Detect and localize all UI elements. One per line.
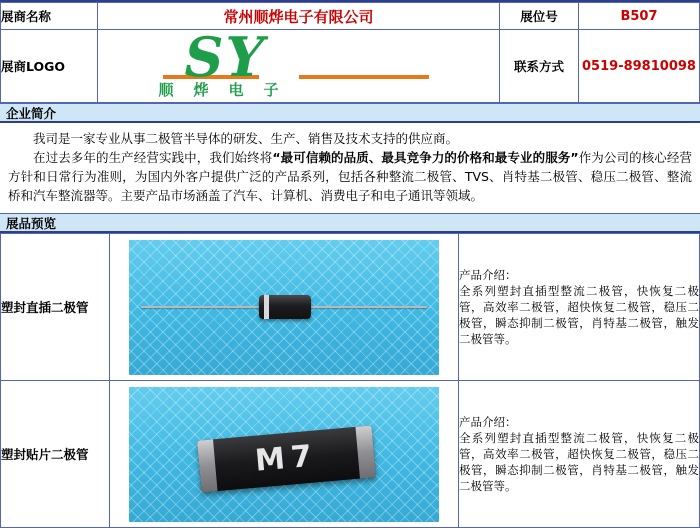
product-image-cell-2 xyxy=(110,381,459,528)
intro-paragraph-1: 我司是一家专业从事二极管半导体的研发、生产、销售及技术支持的供应商。 xyxy=(33,131,459,146)
product-description-2 xyxy=(459,381,700,528)
product-description-title-2: 产品介绍： xyxy=(459,415,517,429)
section-title-company-intro: 企业简介 xyxy=(0,103,700,123)
through-hole-diode-photo xyxy=(129,240,439,375)
company-name-value: 常州顺烨电子有限公司 xyxy=(98,3,500,30)
booth-number-value: B507 xyxy=(579,3,700,30)
smd-diode-body xyxy=(197,425,376,492)
table-row xyxy=(1,381,700,528)
product-name-2: 塑封贴片二极管 xyxy=(1,381,110,528)
exhibitor-logo-label: 展商LOGO xyxy=(1,30,98,103)
logo-monogram: SY xyxy=(184,25,267,89)
product-name-1: 塑封直插二极管 xyxy=(1,234,110,381)
product-image-cell-1 xyxy=(110,234,459,381)
company-intro-text xyxy=(0,123,700,213)
intro-p2-part2: 作为公司的核心经营方针和日常行为准则，为国内外客户提供广泛的产品系列，包括各种整流二极管、TVS、肖特基二极管、稳压二极管、整流桥和汽车整流器等。主要产品市场涵盖了汽车、计算机、消费电子和电子通讯等领域。 xyxy=(8,150,692,203)
product-description-body-1: 全系列塑封直插型整流二极管，快恢复二极管，高效率二极管，超快恢复二极管，稳压二极管，瞬态抑制二极管，肖特基二极管，触发二极管等。 xyxy=(459,284,699,346)
table-row xyxy=(1,30,700,103)
section-title-product-preview: 展品预览 xyxy=(0,213,700,233)
logo-chinese-name: 顺烨电子 xyxy=(158,81,299,99)
intro-p2-quote: “最可信赖的品质、最具竞争力的价格和最专业的服务” xyxy=(272,150,579,165)
company-name-label: 展商名称 xyxy=(1,3,98,30)
intro-p2-part1: 在过去多年的生产经营实践中，我们始终将 xyxy=(33,150,273,165)
product-preview-table xyxy=(0,233,700,528)
diode-body xyxy=(259,295,311,319)
product-description-title-1: 产品介绍： xyxy=(459,268,517,282)
smd-diode-photo xyxy=(129,387,439,522)
exhibitor-logo-cell xyxy=(98,25,500,103)
company-logo xyxy=(149,25,449,101)
contact-value: 0519-89810098 xyxy=(579,30,700,103)
table-row xyxy=(1,3,700,30)
exhibitor-header-table xyxy=(0,2,700,103)
smd-marking-text: M7 xyxy=(253,437,320,479)
cathode-band xyxy=(264,295,269,319)
intro-paragraph-2 xyxy=(8,148,692,205)
table-row xyxy=(1,234,700,381)
diode-lead-left xyxy=(141,306,261,308)
contact-label: 联系方式 xyxy=(500,30,579,103)
booth-number-label: 展位号 xyxy=(500,3,579,30)
product-description-1 xyxy=(459,234,700,381)
diode-lead-right xyxy=(307,306,427,308)
product-description-body-2: 全系列塑封直插型整流二极管，快恢复二极管，高效率二极管，超快恢复二极管，稳压二极管，瞬态抑制二极管，肖特基二极管，触发二极管等。 xyxy=(459,431,699,493)
